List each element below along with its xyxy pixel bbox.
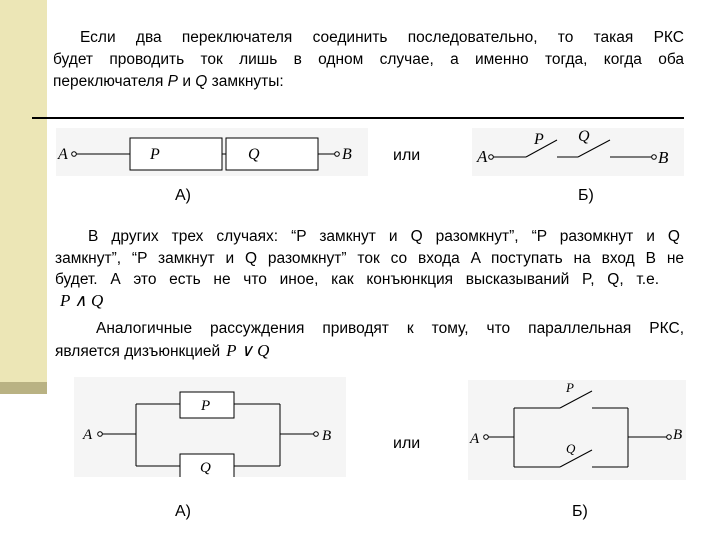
- parallel-b-q-label: Q: [566, 441, 576, 456]
- parallel-a-p-label: P: [201, 398, 211, 414]
- parallel-or-label: или: [393, 435, 421, 452]
- series-caption-a: А): [175, 187, 191, 204]
- para2-line3: будет. А это есть не что иное, как конъюнкция высказываний P, Q, т.е.: [55, 271, 659, 288]
- parallel-a-label-b: B: [322, 428, 332, 444]
- parallel-a-q-label: Q: [200, 460, 211, 476]
- series-diagram-b: [472, 128, 684, 181]
- series-diagram-a: [56, 128, 368, 181]
- para3-line2: является дизъюнкцией P ∨ Q: [55, 341, 270, 360]
- conjunction-formula: P ∧ Q: [60, 291, 104, 310]
- para1-line3: переключателя P и Q замкнуты:: [53, 73, 284, 90]
- divider-line: [32, 117, 684, 119]
- parallel-b-label-a: A: [470, 431, 480, 447]
- series-b-label-b: B: [658, 148, 669, 167]
- para2-line1: В других трех случаях: “P замкнут и Q разомкнут”, “P разомкнут и Q: [88, 228, 680, 245]
- para1-line1: Если два переключателя соединить последовательно, то такая РКС: [80, 29, 684, 46]
- parallel-diagram-a: [74, 377, 346, 482]
- disjunction-formula: P ∨ Q: [226, 341, 270, 360]
- parallel-a-label-a: A: [83, 427, 93, 443]
- para3-line1: Аналогичные рассуждения приводят к тому, что параллельная РКС,: [96, 320, 684, 337]
- para2-line2: замкнут”, “P замкнут и Q разомкнут” ток со входа A поступать на вход B не: [55, 250, 684, 267]
- series-b-label-a: A: [477, 147, 488, 166]
- series-a-p-label: P: [150, 146, 160, 163]
- parallel-caption-a: А): [175, 503, 191, 520]
- parallel-b-p-label: P: [566, 380, 574, 395]
- sidebar-base-decoration: [0, 382, 47, 394]
- parallel-caption-b: Б): [572, 503, 588, 520]
- series-a-q-label: Q: [248, 146, 260, 163]
- series-or-label: или: [393, 147, 421, 164]
- para1-line2: будет проводить ток лишь в одном случае, а именно тогда, когда оба: [53, 51, 684, 68]
- series-a-label-a: A: [58, 146, 68, 163]
- parallel-diagram-b: [468, 380, 686, 485]
- series-a-label-b: B: [342, 146, 352, 163]
- parallel-b-label-b: B: [673, 427, 683, 443]
- series-b-p-label: P: [534, 131, 544, 148]
- series-caption-b: Б): [578, 187, 594, 204]
- series-b-q-label: Q: [578, 128, 590, 145]
- sidebar-decoration: [0, 0, 47, 382]
